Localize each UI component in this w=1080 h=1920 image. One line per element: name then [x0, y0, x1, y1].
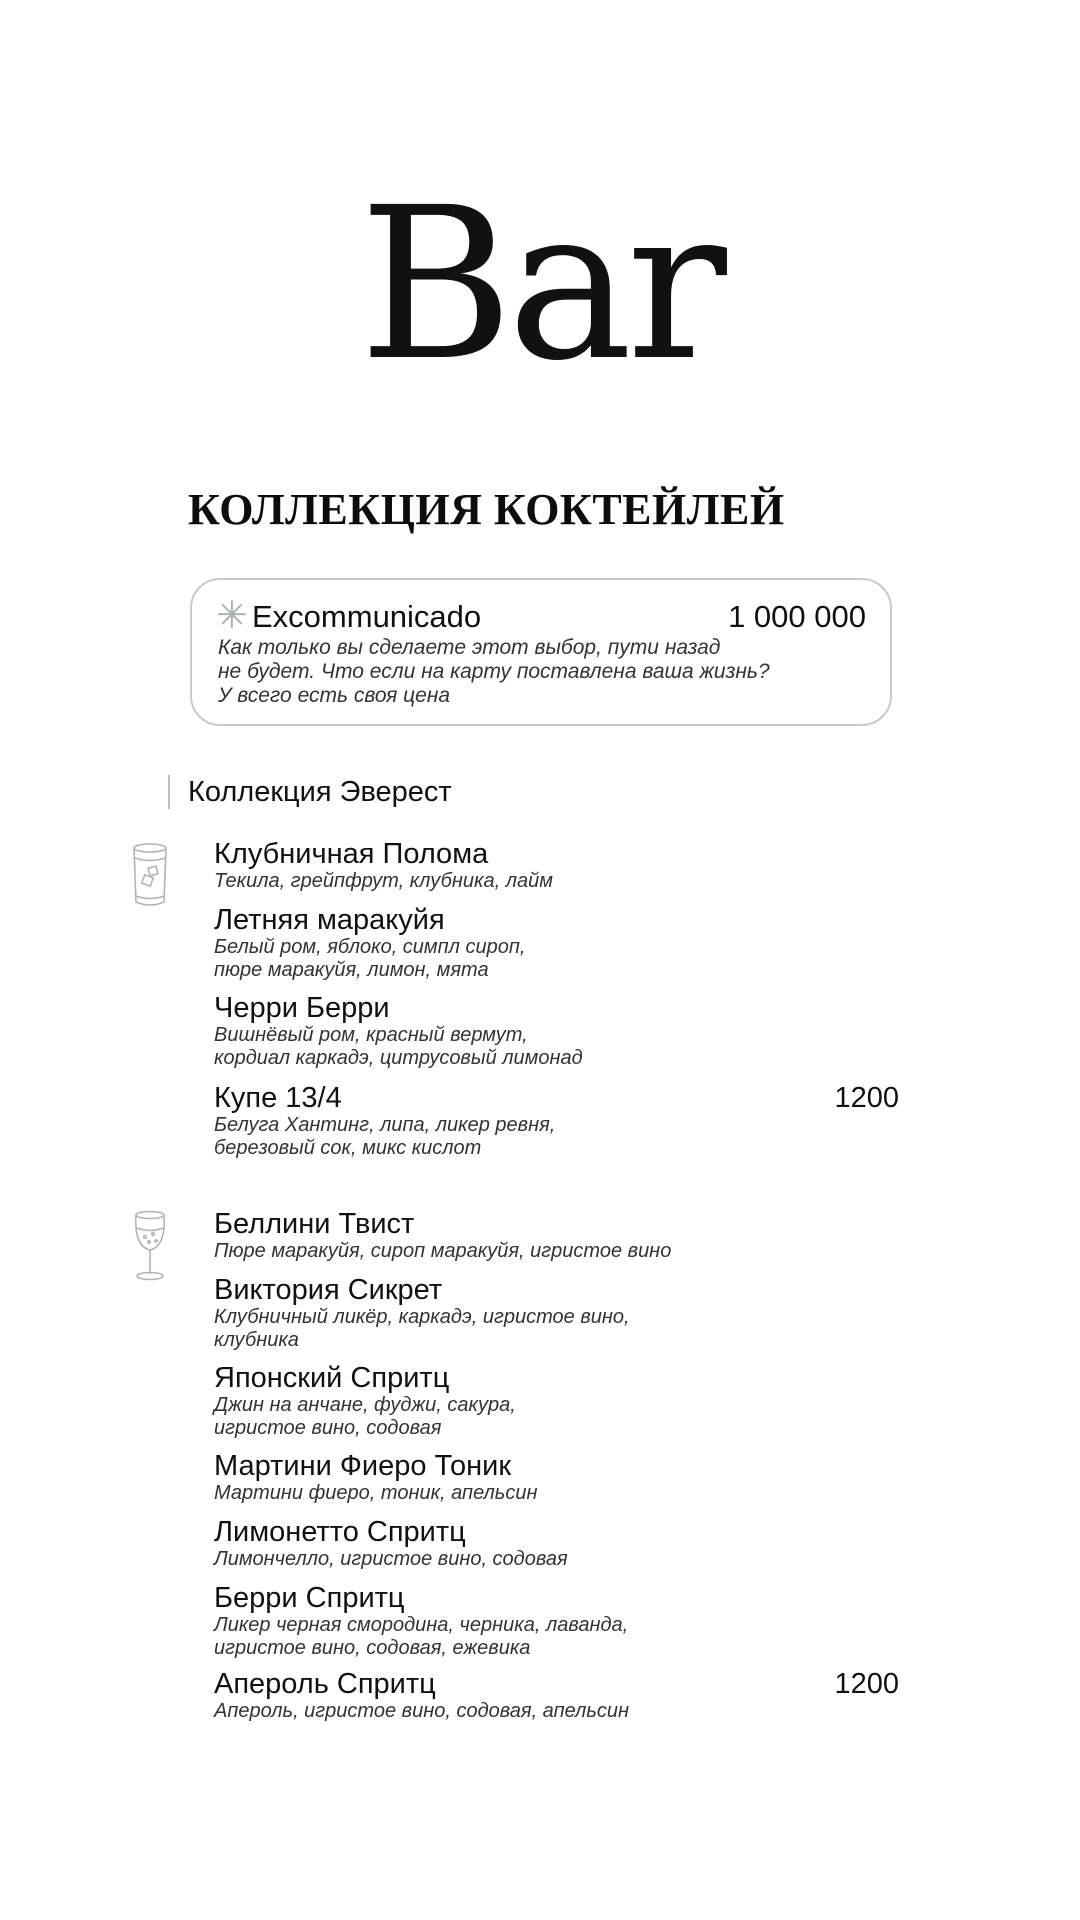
subsection-title: Коллекция Эверест: [188, 776, 452, 808]
description-line: Пюре маракуйя, сироп маракуйя, игристое вино: [214, 1240, 672, 1262]
description-line: кордиал каркадэ, цитрусовый лимонад: [214, 1047, 583, 1069]
description-line: Лимончелло, игристое вино, содовая: [214, 1548, 568, 1570]
menu-item-name: Беллини Твист: [214, 1208, 415, 1240]
featured-item-card: [190, 578, 892, 726]
featured-item-description: [218, 636, 858, 708]
description-line: пюре маракуйя, лимон, мята: [214, 959, 489, 981]
description-line: Белуга Хантинг, липа, ликер ревня,: [214, 1114, 556, 1136]
menu-item: [214, 1450, 914, 1505]
description-line: Текила, грейпфрут, клубника, лайм: [214, 870, 553, 892]
asterisk-icon: ✳: [216, 595, 248, 637]
description-line: Как только вы сделаете этот выбор, пути назад: [218, 636, 721, 659]
menu-item: [214, 1208, 914, 1263]
menu-item-name: Апероль Спритц: [214, 1668, 436, 1700]
description-line: игристое вино, содовая: [214, 1417, 442, 1439]
menu-item-name: Летняя маракуйя: [214, 904, 445, 936]
description-line: игристое вино, содовая, ежевика: [214, 1637, 531, 1659]
page-title: Bar: [359, 162, 721, 407]
menu-item-description: [214, 936, 914, 982]
menu-item-name: Купе 13/4: [214, 1082, 342, 1114]
menu-item: [214, 1516, 914, 1571]
subsection-header: [168, 774, 452, 810]
highball-glass-icon: [130, 842, 170, 913]
group-price: 1200: [834, 1082, 899, 1114]
featured-item-price: 1 000 000: [728, 599, 866, 634]
featured-item-name: Excommunicado: [252, 599, 482, 634]
menu-item-description: [214, 1700, 914, 1723]
subsection-divider: [168, 775, 170, 809]
section-heading: КОЛЛЕКЦИЯ КОКТЕЙЛЕЙ: [188, 485, 785, 534]
menu-item-name: Клубничная Полома: [214, 838, 489, 870]
menu-item-description: [214, 1614, 914, 1660]
wine-glass-icon: [130, 1210, 170, 1287]
menu-item-description: [214, 1114, 914, 1160]
menu-item-description: [214, 870, 914, 893]
menu-item-description: [214, 1394, 914, 1440]
menu-item-name: Лимонетто Спритц: [214, 1516, 466, 1548]
menu-item: [214, 838, 914, 893]
menu-item: [214, 1668, 914, 1723]
description-line: Ликер черная смородина, черника, лаванда,: [214, 1614, 629, 1636]
menu-item: [214, 904, 914, 982]
menu-item-name: Черри Берри: [214, 992, 390, 1024]
menu-item-name: Берри Спритц: [214, 1582, 405, 1614]
menu-item: [214, 992, 914, 1070]
menu-item-description: [214, 1548, 914, 1571]
menu-item-description: [214, 1306, 914, 1352]
description-line: Мартини фиеро, тоник, апельсин: [214, 1482, 538, 1504]
group-price: 1200: [834, 1668, 899, 1700]
menu-item-name: Японский Спритц: [214, 1362, 450, 1394]
menu-item: [214, 1082, 914, 1160]
description-line: клубника: [214, 1329, 299, 1351]
menu-item-description: [214, 1024, 914, 1070]
description-line: Апероль, игристое вино, содовая, апельсин: [214, 1700, 629, 1722]
menu-item: [214, 1274, 914, 1352]
description-line: Вишнёвый ром, красный вермут,: [214, 1024, 528, 1046]
description-line: Джин на анчане, фуджи, сакура,: [214, 1394, 516, 1416]
menu-item: [214, 1582, 914, 1660]
menu-item-description: [214, 1482, 914, 1505]
menu-item-name: Мартини Фиеро Тоник: [214, 1450, 512, 1482]
description-line: Белый ром, яблоко, симпл сироп,: [214, 936, 526, 958]
menu-item-name: Виктория Сикрет: [214, 1274, 443, 1306]
description-line: не будет. Что если на карту поставлена ваша жизнь?: [218, 660, 770, 683]
menu-item: [214, 1362, 914, 1440]
description-line: березовый сок, микс кислот: [214, 1137, 482, 1159]
description-line: У всего есть своя цена: [218, 684, 451, 707]
description-line: Клубничный ликёр, каркадэ, игристое вино,: [214, 1306, 630, 1328]
menu-item-description: [214, 1240, 914, 1263]
